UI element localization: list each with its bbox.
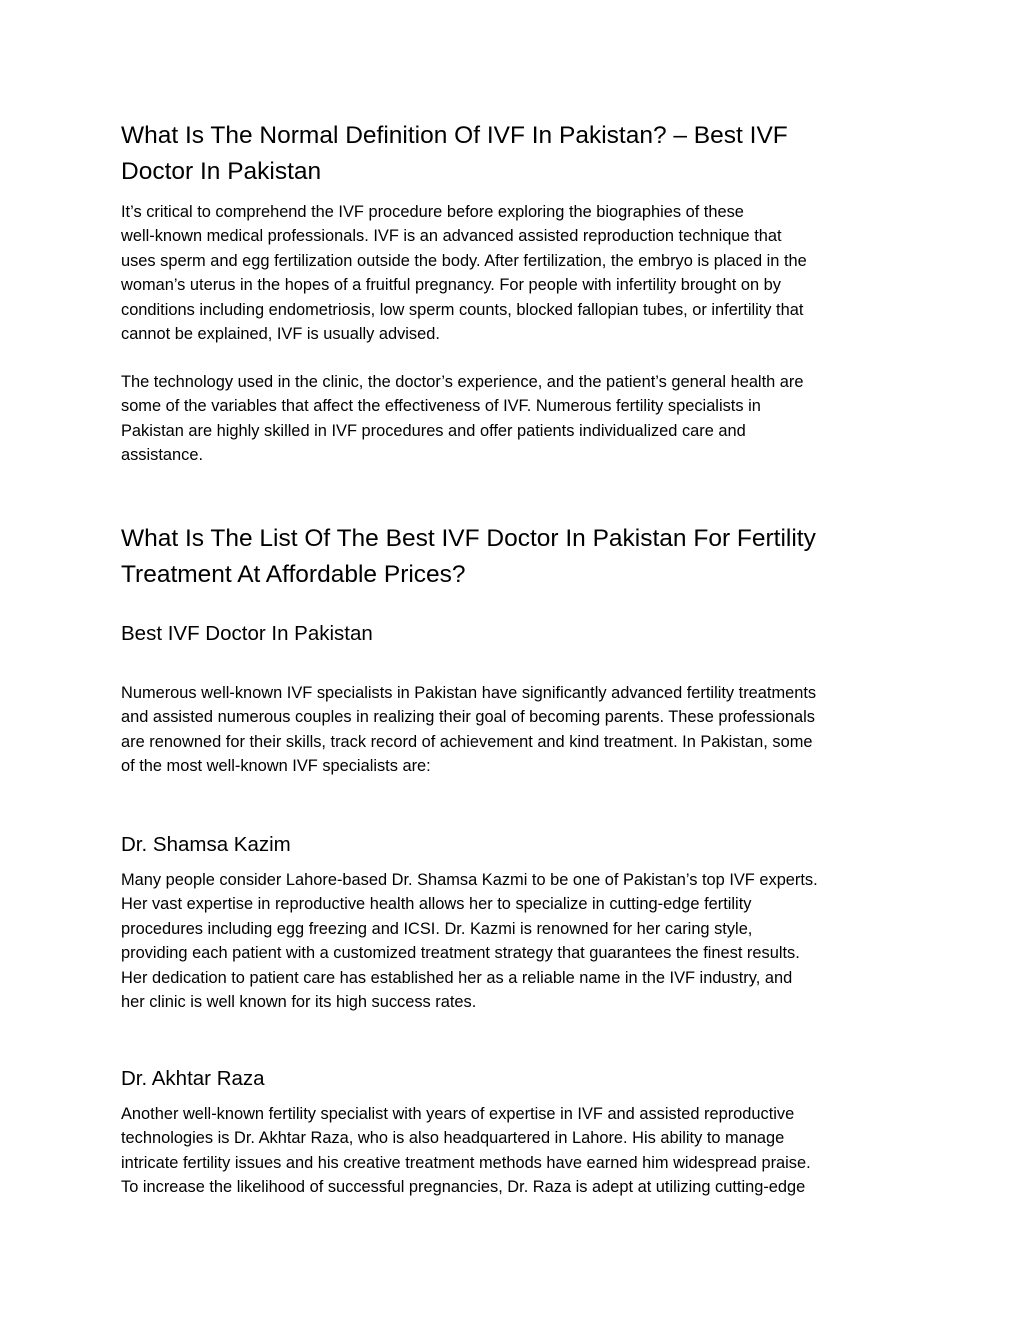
- paragraph-line: technologies is Dr. Akhtar Raza, who is also headquartered in Lahore. His ability to manage: [121, 1129, 785, 1148]
- paragraph-line: Her dedication to patient care has established her as a reliable name in the IVF industry, and: [121, 968, 793, 987]
- doctor-name-shamsa-kazim: Dr. Shamsa Kazim: [121, 833, 291, 856]
- paragraph-line: and assisted numerous couples in realizing their goal of becoming parents. These professionals: [121, 708, 815, 727]
- doctor-name-akhtar-raza: Dr. Akhtar Raza: [121, 1067, 265, 1090]
- paragraph-line: cannot be explained, IVF is usually advised.: [121, 325, 440, 344]
- paragraph-line: To increase the likelihood of successful pregnancies, Dr. Raza is adept at utilizing cutting-edge: [121, 1178, 806, 1197]
- paragraph-line: assistance.: [121, 446, 203, 465]
- paragraph-line: of the most well-known IVF specialists are:: [121, 757, 431, 776]
- heading-line: What Is The Normal Definition Of IVF In Pakistan? – Best IVF: [121, 122, 788, 149]
- paragraph-line: Many people consider Lahore-based Dr. Shamsa Kazmi to be one of Pakistan’s top IVF experts.: [121, 871, 818, 889]
- paragraph-line: conditions including endometriosis, low sperm counts, blocked fallopian tubes, or infertility that: [121, 300, 804, 319]
- paragraph-line: her clinic is well known for its high success rates.: [121, 993, 477, 1012]
- paragraph-doctor-shamsa-kazim: [121, 868, 818, 1014]
- heading-best-ivf-list: [121, 521, 816, 593]
- paragraph-line: Her vast expertise in reproductive health allows her to specialize in cutting-edge fertility: [121, 895, 752, 914]
- heading-line: Treatment At Affordable Prices?: [121, 561, 466, 588]
- paragraph-line: The technology used in the clinic, the doctor’s experience, and the patient’s general health are: [121, 373, 804, 391]
- paragraph-line: providing each patient with a customized treatment strategy that guarantees the finest results.: [121, 944, 800, 963]
- heading-ivf-definition: [121, 118, 788, 190]
- paragraph-line: Numerous well-known IVF specialists in Pakistan have significantly advanced fertility treatments: [121, 684, 817, 702]
- paragraph-line: uses sperm and egg fertilization outside the body. After fertilization, the embryo is placed in the: [121, 251, 807, 270]
- paragraph-doctor-akhtar-raza: [121, 1102, 811, 1200]
- paragraph-line: well-known medical professionals. IVF is an advanced assisted reproduction technique that: [121, 227, 782, 246]
- subheading-best-ivf-doctor: Best IVF Doctor In Pakistan: [121, 622, 373, 645]
- paragraph-ivf-procedure: [121, 200, 807, 346]
- paragraph-line: are renowned for their skills, track record of achievement and kind treatment. In Pakistan, some: [121, 732, 813, 751]
- paragraph-line: intricate fertility issues and his creative treatment methods have earned him widespread praise.: [121, 1153, 811, 1172]
- paragraph-ivf-effectiveness: [121, 370, 804, 468]
- paragraph-line: some of the variables that affect the effectiveness of IVF. Numerous fertility specialists in: [121, 397, 761, 416]
- paragraph-ivf-specialists: [121, 681, 816, 779]
- paragraph-line: Pakistan are highly skilled in IVF procedures and offer patients individualized care and: [121, 421, 746, 440]
- paragraph-line: Another well-known fertility specialist with years of expertise in IVF and assisted reproductive: [121, 1105, 795, 1123]
- heading-line: What Is The List Of The Best IVF Doctor In Pakistan For Fertility: [121, 525, 816, 552]
- paragraph-line: procedures including egg freezing and ICSI. Dr. Kazmi is renowned for her caring style,: [121, 919, 753, 938]
- heading-line: Doctor In Pakistan: [121, 158, 322, 185]
- paragraph-line: woman’s uterus in the hopes of a fruitful pregnancy. For people with infertility brought on by: [121, 276, 781, 295]
- paragraph-line: It’s critical to comprehend the IVF procedure before exploring the biographies of these: [121, 203, 744, 221]
